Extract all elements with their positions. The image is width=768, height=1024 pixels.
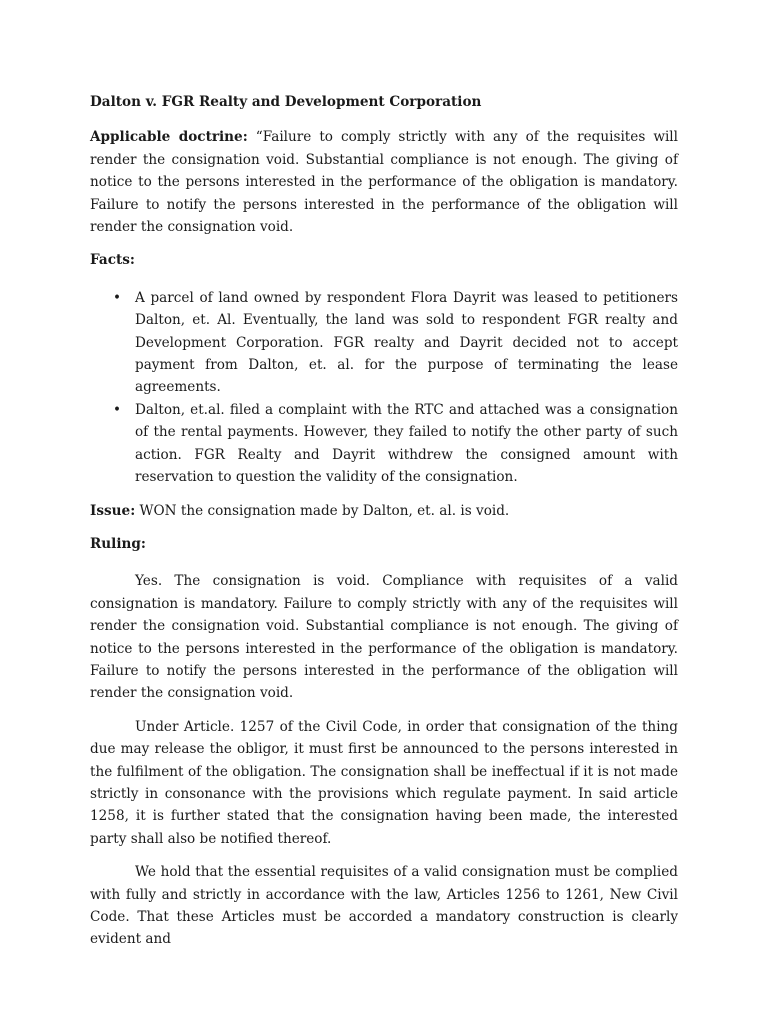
doctrine-text: “Failure to comply strictly with any of the requisites will render the consignation void. Substantial compliance is not enough. The giving of notice to the persons interested in the performance of the obligation is mandatory. Failure to notify the persons interested in the performance of the obligation will render the consignation void. [90,129,678,236]
ruling-paragraph: We hold that the essential requisites of a valid consignation must be complied with fully and strictly in accordance with the law, Articles 1256 to 1261, New Civil Code. That these Articles must be accorded a mandatory construction is clearly evident and [90,864,678,948]
facts-item-text: A parcel of land owned by respondent Flora Dayrit was leased to petitioners Dalton, et. Al. Eventually, the land was sold to respondent FGR realty and Development Corporation. FGR realty and Dayrit decided not to accept payment from Dalton, et. al. for the purpose of terminating the lease agreements. [135,289,678,396]
ruling-paragraph: Yes. The consignation is void. Compliance with requisites of a valid consignation is mandatory. Failure to comply strictly with any of the requisites will render the consignation void. Substantial compliance is not enough. The giving of notice to the persons interested in the performance of the obligation is mandatory. Failure to notify the persons interested in the performance of the obligation will render the consignation void. [90,573,678,702]
facts-item-text: Dalton, et.al. filed a complaint with the RTC and attached was a consignation of the rental payments. However, they failed to notify the other party of such action. FGR Realty and Dayrit withdrew the consigned amount with reservation to question the validity of the consignation. [135,401,678,486]
issue-text: WON the consignation made by Dalton, et. al. is void. [135,502,510,519]
ruling-paragraph: Under Article. 1257 of the Civil Code, in order that consignation of the thing due may release the obligor, it must first be announced to the persons interested in the fulfilment of the obligation. The consignation shall be ineffectual if it is not made strictly in consonance with the provisions which regulate payment. In said article 1258, it is further stated that the consignation having been made, the interested party shall also be notified thereof. [90,718,678,847]
bullet-icon: • [113,401,122,418]
facts-item [90,287,678,399]
facts-item [90,399,678,489]
facts-heading: Facts: [90,252,135,269]
document-page [90,91,678,962]
case-title: Dalton v. FGR Realty and Development Corporation [90,94,482,110]
facts-list [90,287,678,489]
issue-label: Issue: [90,502,136,519]
issue-paragraph [90,500,678,522]
bullet-icon: • [113,289,122,306]
doctrine-paragraph [90,126,678,238]
ruling-heading: Ruling: [90,535,146,552]
doctrine-label: Applicable doctrine: [90,129,248,146]
